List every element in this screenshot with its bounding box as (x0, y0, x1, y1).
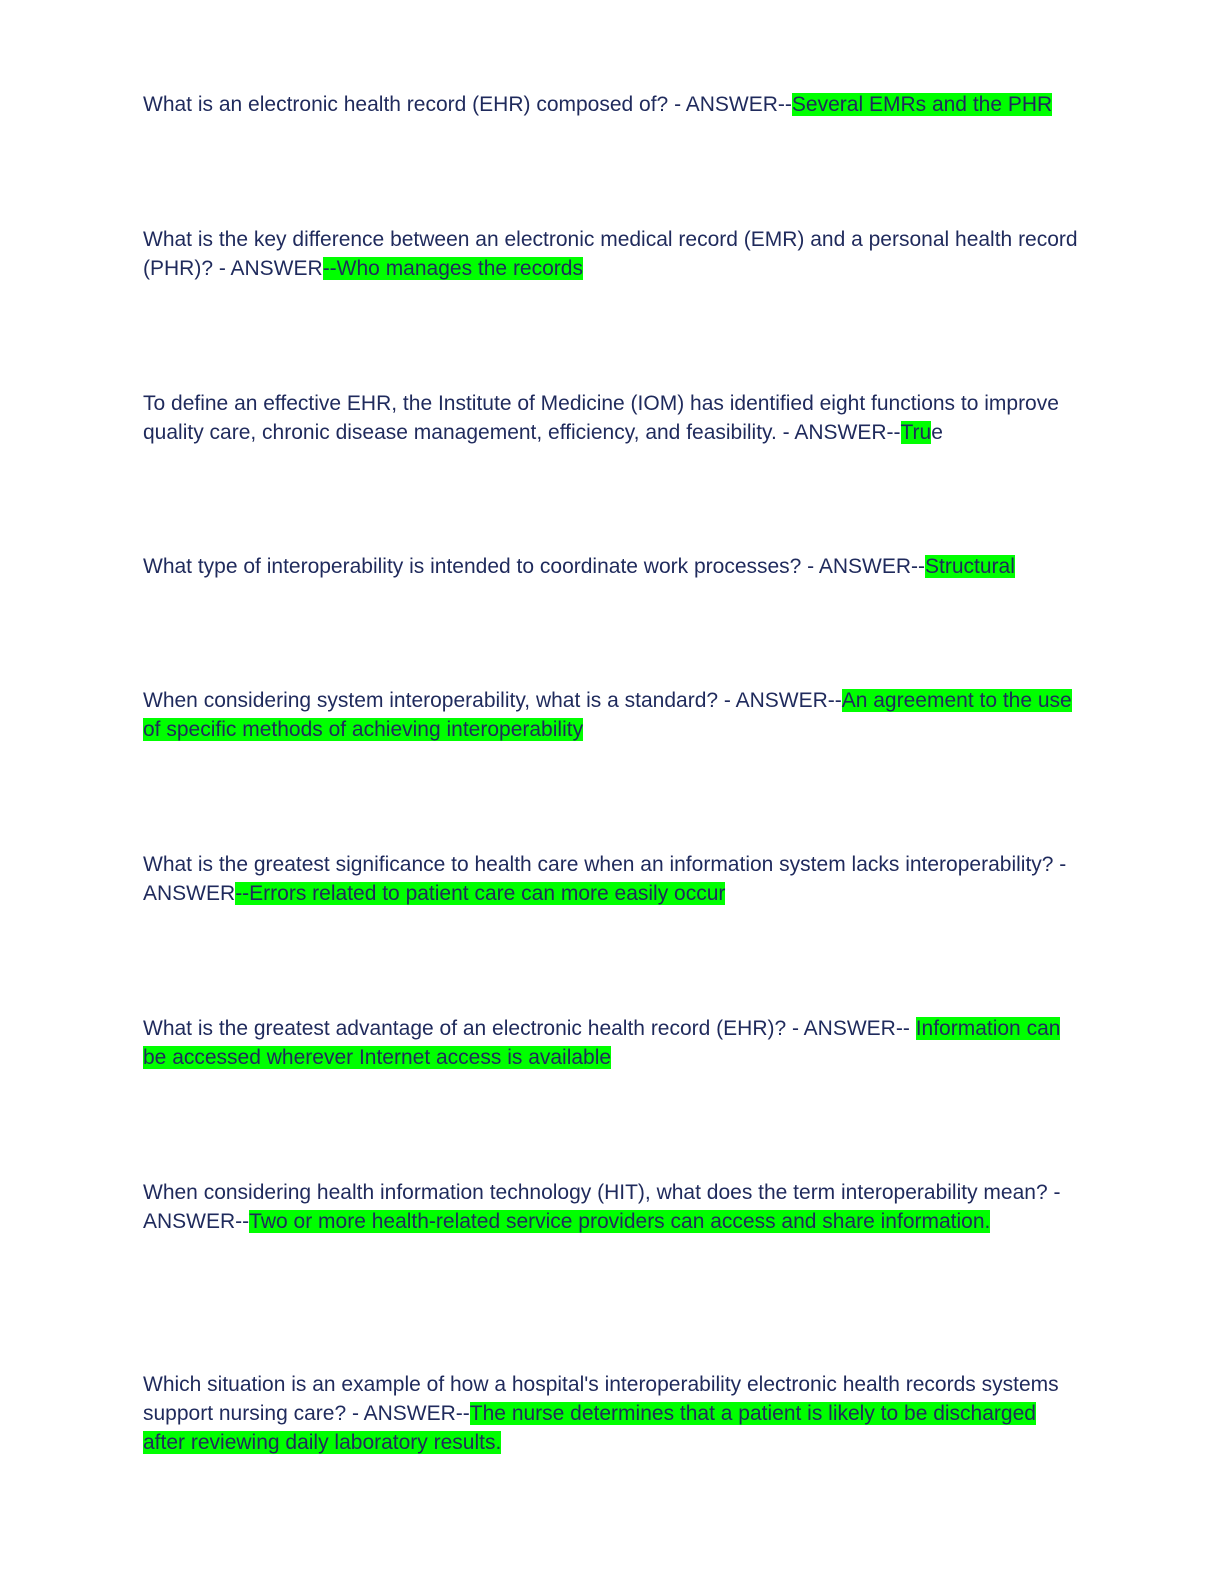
qa-item (143, 389, 1083, 447)
qa-item (143, 1014, 1083, 1072)
question-text: What is the greatest significance to health care when an information system lacks interoperability? - ANSWER (143, 853, 1067, 905)
answer-highlight: --Who manages the records (322, 257, 583, 280)
question-text: When considering system interoperability, what is a standard? - ANSWER-- (143, 689, 842, 712)
answer-highlight: Tru (900, 421, 932, 444)
answer-highlight: Information can be accessed wherever Internet access is available (143, 1017, 1061, 1069)
qa-item (143, 552, 1083, 581)
answer-highlight: Several EMRs and the PHR (791, 93, 1053, 116)
question-text: What type of interoperability is intended to coordinate work processes? - ANSWER-- (143, 555, 926, 578)
answer-highlight: Two or more health-related service providers can access and share information. (249, 1210, 991, 1233)
question-text: When considering health information technology (HIT), what does the term interoperability mean? - ANSWER-- (143, 1181, 1061, 1233)
qa-item (143, 90, 1083, 119)
answer-highlight: The nurse determines that a patient is likely to be discharged after reviewing daily laboratory results. (143, 1402, 1036, 1454)
answer-highlight: An agreement to the use of specific methods of achieving interoperability (143, 689, 1072, 741)
answer-highlight: Structural (925, 555, 1015, 578)
question-text: Which situation is an example of how a hospital's interoperability electronic health records systems support nursing care? - ANSWER-- (143, 1373, 1059, 1425)
qa-item (143, 686, 1083, 744)
question-text: To define an effective EHR, the Institute of Medicine (IOM) has identified eight functions to improve quality care, chronic disease management, efficiency, and feasibility. - ANSWER-- (143, 392, 1059, 444)
question-text: What is the key difference between an electronic medical record (EMR) and a personal health record (PHR)? - ANSWER (143, 228, 1078, 280)
question-text: What is an electronic health record (EHR) composed of? - ANSWER-- (143, 93, 792, 116)
answer-highlight: --Errors related to patient care can more easily occur (235, 882, 726, 905)
qa-item (143, 850, 1083, 908)
question-text: What is the greatest advantage of an electronic health record (EHR)? - ANSWER-- (143, 1017, 916, 1040)
qa-item (143, 1178, 1083, 1236)
qa-item (143, 1370, 1083, 1457)
qa-item (143, 225, 1083, 283)
answer-tail: e (931, 421, 943, 444)
